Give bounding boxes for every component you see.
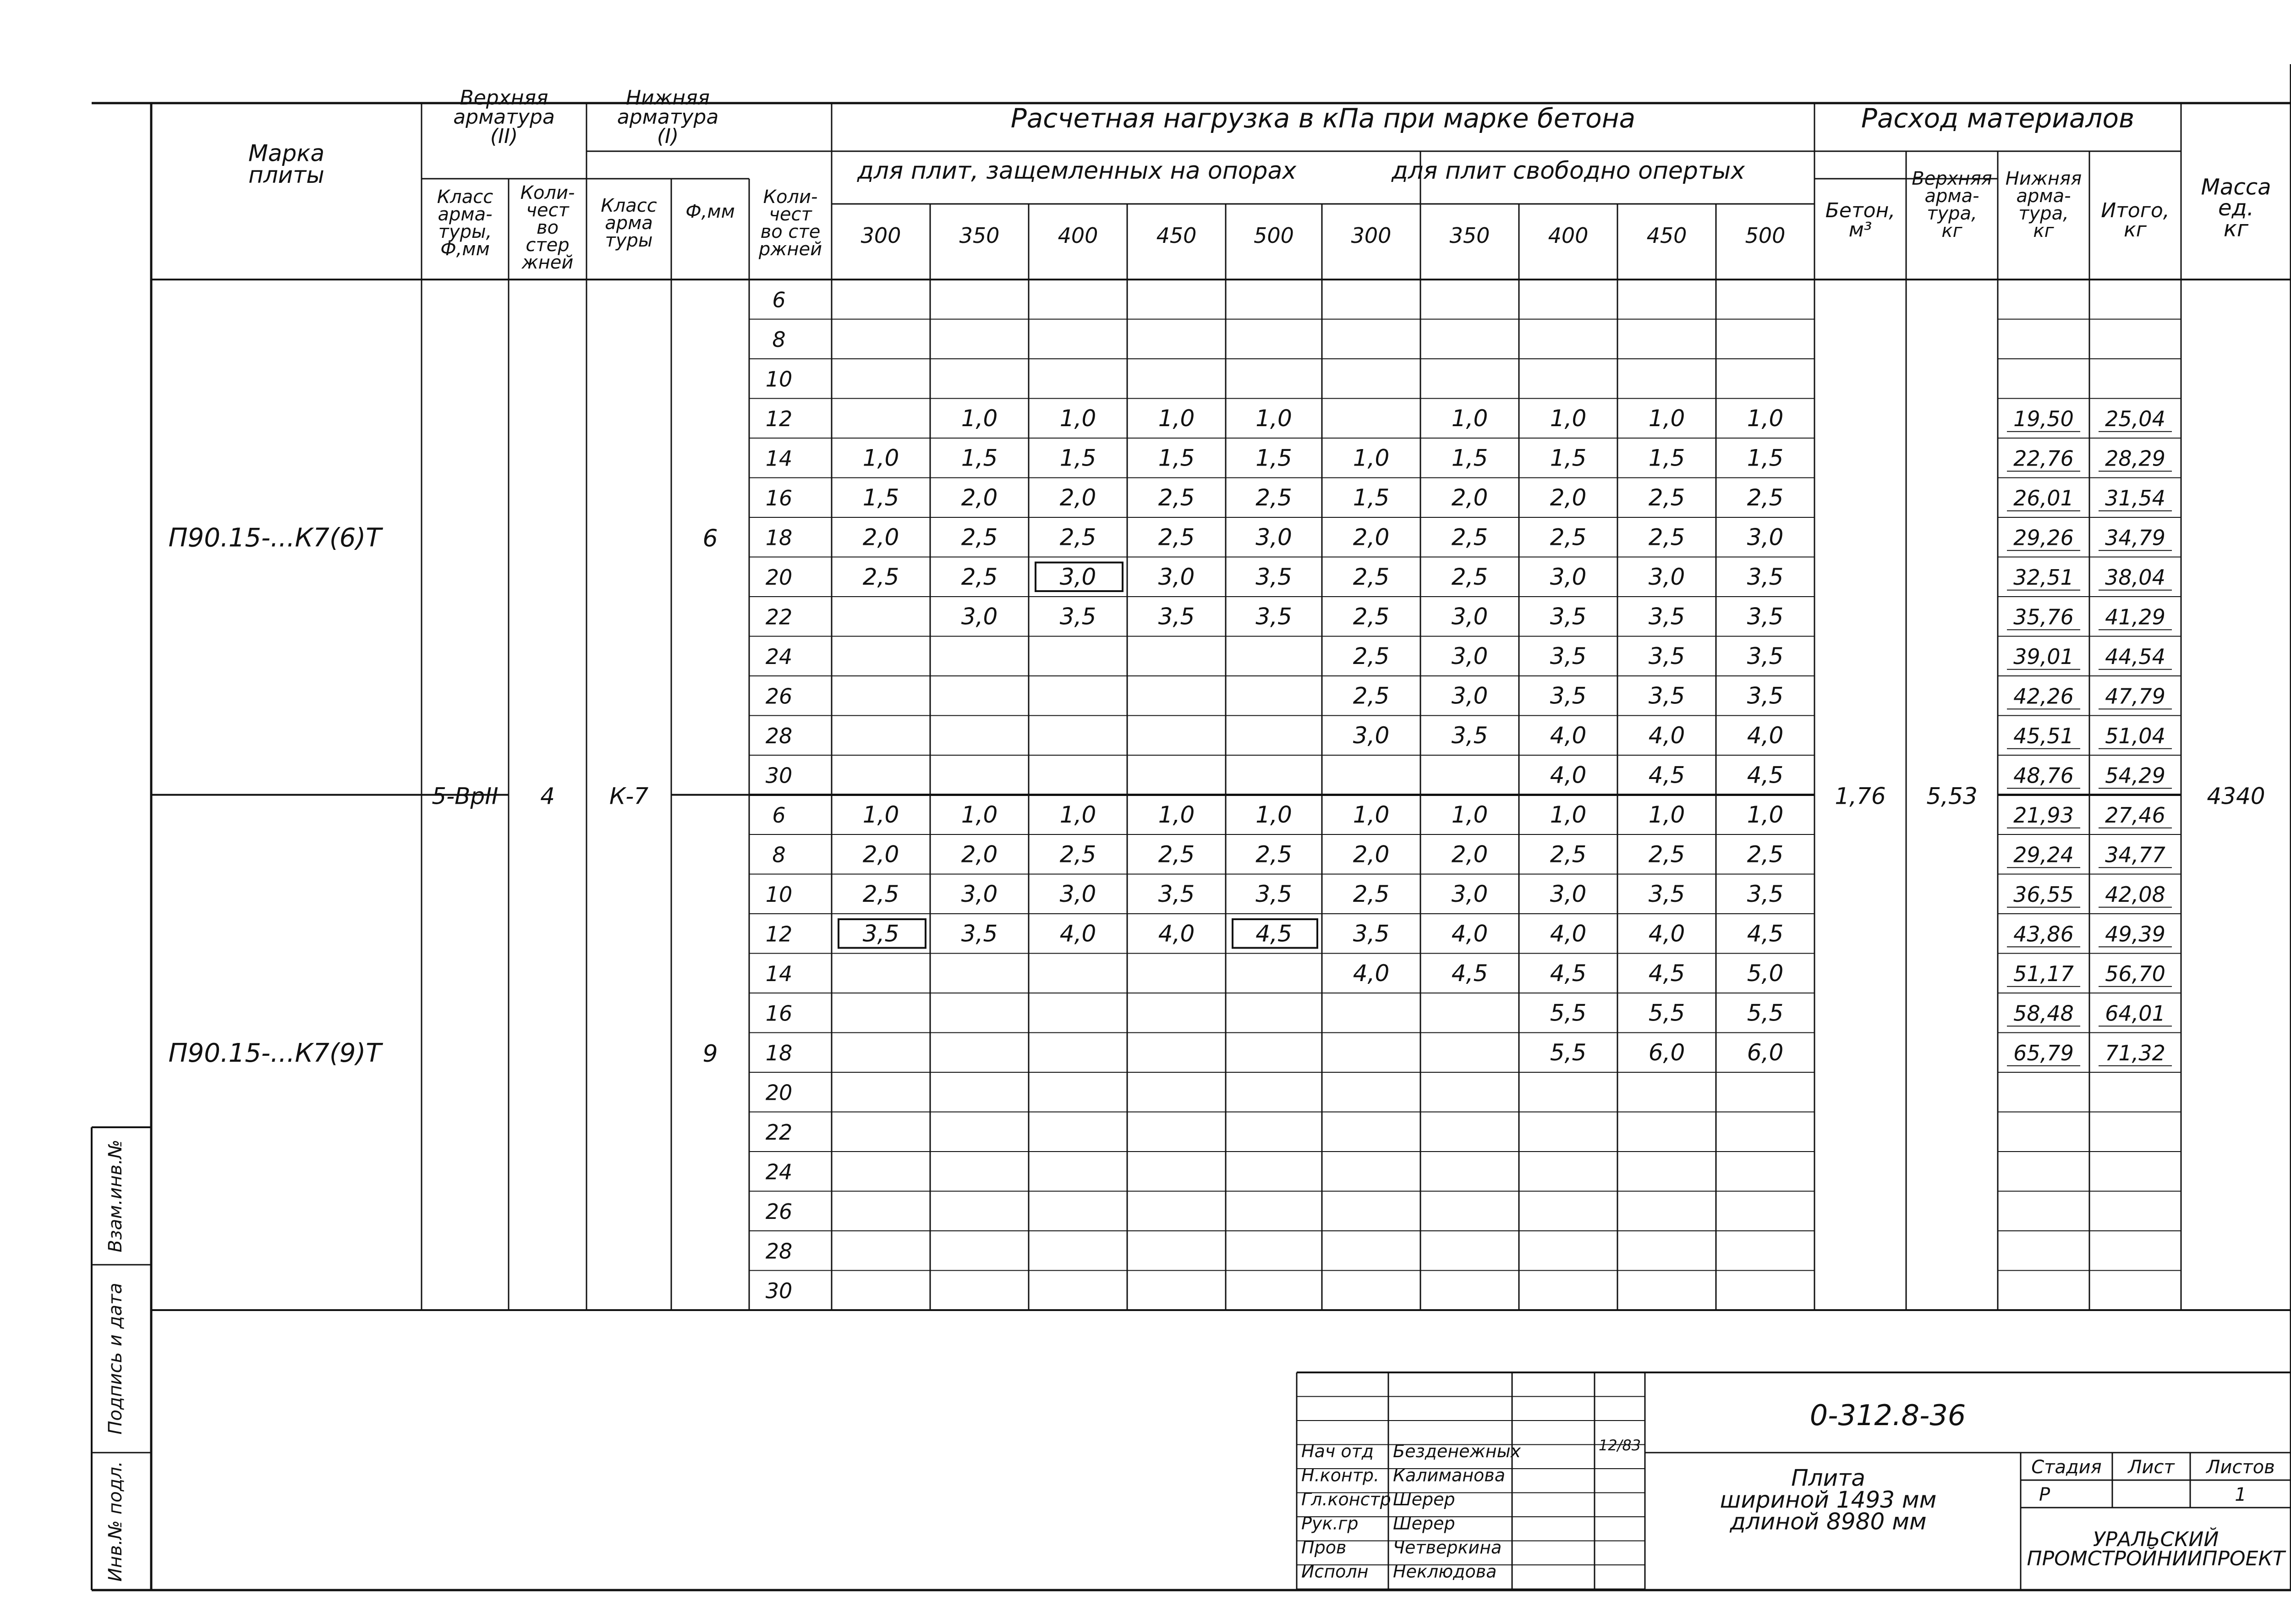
- load-clamped: 3,0: [1059, 563, 1096, 590]
- load-clamped: 2,5: [1059, 524, 1096, 551]
- load-free: 5,5: [1747, 999, 1784, 1026]
- bar-count: 20: [765, 1080, 793, 1105]
- col-bottom-steel: Нижняя арма-тура, кг: [2005, 168, 2082, 241]
- load-free: 4,0: [1648, 722, 1685, 749]
- load-clamped: 3,0: [1255, 524, 1292, 551]
- load-free: 4,5: [1550, 960, 1587, 987]
- tb-role: Н.контр.: [1301, 1465, 1380, 1486]
- load-clamped: 1,0: [961, 405, 998, 432]
- load-clamped: 3,5: [1158, 603, 1195, 630]
- grade-free: 450: [1646, 223, 1687, 248]
- load-free: 5,0: [1747, 960, 1784, 987]
- load-free: 1,0: [1451, 801, 1488, 828]
- side-stamp-inv: Инв.№ подл.: [105, 1461, 126, 1582]
- drawing-code: 0-312.8-36: [1809, 1399, 1966, 1432]
- load-clamped: 1,5: [961, 444, 998, 472]
- load-free: 6,0: [1747, 1039, 1784, 1066]
- bottom-steel-value: 58,48: [2013, 1001, 2074, 1026]
- load-free: 4,5: [1451, 960, 1488, 987]
- load-clamped: 2,5: [1255, 841, 1292, 868]
- bar-count: 30: [765, 763, 793, 788]
- load-free: 2,0: [1353, 841, 1390, 868]
- load-clamped: 2,5: [1059, 841, 1096, 868]
- load-free: 1,0: [1648, 801, 1685, 828]
- load-free: 2,5: [1451, 563, 1488, 590]
- load-free: 3,0: [1550, 880, 1587, 907]
- load-free: 2,5: [1353, 642, 1390, 669]
- grade-free: 500: [1745, 223, 1786, 248]
- load-clamped: 1,0: [1158, 801, 1195, 828]
- load-clamped: 1,0: [862, 444, 899, 472]
- grade-clamped: 400: [1058, 223, 1098, 248]
- bar-count: 22: [765, 604, 793, 630]
- load-clamped: 1,0: [1059, 801, 1096, 828]
- bar-count: 10: [765, 367, 793, 392]
- load-free: 1,5: [1451, 444, 1488, 472]
- bar-count: 12: [765, 406, 793, 431]
- load-clamped: 1,0: [1158, 405, 1195, 432]
- load-clamped: 4,0: [1158, 920, 1195, 947]
- load-free: 2,5: [1353, 880, 1390, 907]
- load-free: 2,0: [1550, 484, 1587, 511]
- top-reinf-header: Верхняя арматура (II): [453, 86, 555, 148]
- bar-count: 16: [765, 485, 793, 510]
- tb-sheets: 1: [2235, 1484, 2247, 1505]
- bottom-steel-value: 32,51: [2013, 565, 2074, 590]
- tb-name: Четверкина: [1393, 1537, 1502, 1558]
- load-free: 3,0: [1451, 880, 1488, 907]
- load-free: 5,5: [1648, 999, 1685, 1026]
- total-value: 41,29: [2105, 604, 2165, 630]
- concrete-value: 1,76: [1835, 783, 1886, 810]
- load-clamped: 2,0: [1059, 484, 1096, 511]
- bar-count: 14: [765, 446, 793, 471]
- load-clamped: 3,5: [1059, 603, 1096, 630]
- bar-count: 26: [765, 684, 793, 709]
- bar-count: 10: [765, 882, 793, 907]
- total-value: 54,29: [2105, 763, 2165, 788]
- bar-count: 18: [765, 525, 793, 550]
- load-free: 1,0: [1353, 801, 1390, 828]
- bottom-steel-value: 36,55: [2013, 882, 2074, 907]
- load-clamped: 1,5: [1059, 444, 1096, 472]
- total-value: 34,79: [2105, 525, 2165, 550]
- total-value: 49,39: [2105, 922, 2165, 947]
- bar-count: 24: [765, 1159, 793, 1185]
- load-free: 2,0: [1451, 841, 1488, 868]
- load-free: 3,5: [1550, 682, 1587, 709]
- bottom-diam: 9: [702, 1040, 718, 1068]
- load-free: 2,0: [1451, 484, 1488, 511]
- total-value: 27,46: [2105, 802, 2165, 828]
- bar-count: 16: [765, 1001, 793, 1026]
- col-top-steel: Верхняя арма-тура, кг: [1912, 168, 1992, 241]
- grade-clamped: 450: [1156, 223, 1197, 248]
- load-free: 1,0: [1353, 444, 1390, 472]
- load-free: 3,5: [1648, 603, 1685, 630]
- load-free: 3,5: [1451, 722, 1488, 749]
- tb-role: Пров: [1301, 1537, 1347, 1558]
- bar-count: 6: [772, 287, 786, 313]
- load-clamped: 3,0: [961, 880, 998, 907]
- load-free: 1,0: [1747, 405, 1784, 432]
- load-free: 2,5: [1451, 524, 1488, 551]
- bottom-steel-value: 51,17: [2013, 961, 2074, 986]
- load-clamped: 3,5: [1255, 880, 1292, 907]
- load-title: Расчетная нагрузка в кПа при марке бетона: [1010, 103, 1636, 134]
- load-clamped: 3,5: [862, 920, 899, 947]
- total-value: 51,04: [2105, 723, 2165, 748]
- load-clamped: 2,5: [862, 880, 899, 907]
- load-free: 2,5: [1353, 563, 1390, 590]
- bottom-steel-value: 39,01: [2013, 644, 2074, 669]
- tb-role: Исполн: [1301, 1561, 1369, 1582]
- load-free: 3,5: [1747, 642, 1784, 669]
- total-value: 71,32: [2105, 1040, 2165, 1065]
- total-value: 38,04: [2105, 565, 2165, 590]
- grade-free: 300: [1351, 223, 1392, 248]
- clamped-header: для плит, защемленных на опорах: [857, 157, 1297, 185]
- load-clamped: 3,5: [1158, 880, 1195, 907]
- load-free: 2,5: [1648, 841, 1685, 868]
- col-count-top: Коли-чест во стер жней: [520, 182, 575, 273]
- load-free: 3,5: [1747, 682, 1784, 709]
- mass-value: 4340: [2207, 783, 2265, 810]
- load-free: 3,5: [1353, 920, 1390, 947]
- bar-count: 18: [765, 1040, 793, 1065]
- load-free: 1,0: [1747, 801, 1784, 828]
- tb-date: 12/83: [1598, 1437, 1641, 1454]
- bar-count: 14: [765, 961, 793, 986]
- load-free: 1,5: [1353, 484, 1390, 511]
- load-clamped: 1,0: [1255, 405, 1292, 432]
- load-free: 3,5: [1648, 682, 1685, 709]
- col-diam: Ф,мм: [685, 201, 735, 222]
- grade-clamped: 350: [959, 223, 1000, 248]
- load-free: 3,5: [1550, 642, 1587, 669]
- tb-name: Шерер: [1393, 1489, 1455, 1509]
- tb-title: Плита шириной 1493 мм длиной 8980 мм: [1720, 1465, 1937, 1535]
- load-free: 3,5: [1648, 880, 1685, 907]
- load-free: 2,0: [1353, 524, 1390, 551]
- total-value: 64,01: [2105, 1001, 2165, 1026]
- load-clamped: 1,0: [862, 801, 899, 828]
- load-clamped: 2,0: [862, 524, 899, 551]
- load-free: 1,5: [1747, 444, 1784, 472]
- load-free: 4,0: [1451, 920, 1488, 947]
- free-header: для плит свободно опертых: [1391, 157, 1745, 185]
- load-free: 2,5: [1550, 524, 1587, 551]
- load-clamped: 2,5: [1158, 484, 1195, 511]
- total-value: 25,04: [2105, 406, 2165, 431]
- materials-header: Расход материалов: [1861, 103, 2135, 134]
- total-value: 28,29: [2105, 446, 2165, 471]
- side-stamp-sign: Подпись и дата: [105, 1283, 126, 1435]
- bottom-diam: 6: [702, 525, 718, 553]
- plate-mark: П90.15-...К7(9)Т: [168, 1038, 382, 1068]
- total-value: 47,79: [2105, 684, 2165, 709]
- load-free: 2,5: [1353, 682, 1390, 709]
- bottom-steel-value: 43,86: [2013, 922, 2074, 947]
- tb-name: Шерер: [1393, 1513, 1455, 1534]
- load-clamped: 1,5: [862, 484, 899, 511]
- load-free: 1,0: [1451, 405, 1488, 432]
- mass-header: Масса ед. кг: [2201, 174, 2271, 242]
- tb-name: Неклюдова: [1393, 1561, 1497, 1582]
- col-concrete: Бетон, м³: [1825, 199, 1896, 241]
- load-free: 3,5: [1648, 642, 1685, 669]
- load-free: 3,0: [1451, 682, 1488, 709]
- load-free: 3,0: [1451, 603, 1488, 630]
- col-total: Итого, кг: [2101, 199, 2170, 241]
- top-steel-value: 5,53: [1926, 783, 1978, 810]
- load-clamped: 3,0: [1158, 563, 1195, 590]
- bar-count: 8: [772, 327, 786, 352]
- table-text: [105, 86, 2286, 1581]
- tb-org: УРАЛЬСКИЙ ПРОМСТРОЙНИИПРОЕКТ: [2027, 1528, 2285, 1570]
- load-free: 2,5: [1747, 841, 1784, 868]
- load-free: 4,5: [1747, 920, 1784, 947]
- class-top: 5-ВрII: [432, 783, 499, 810]
- bar-count: 26: [765, 1199, 793, 1224]
- load-clamped: 2,5: [862, 563, 899, 590]
- load-clamped: 2,0: [961, 484, 998, 511]
- load-clamped: 2,0: [862, 841, 899, 868]
- load-free: 3,5: [1550, 603, 1587, 630]
- total-value: 42,08: [2105, 882, 2165, 907]
- load-clamped: 3,5: [961, 920, 998, 947]
- count-top: 4: [540, 783, 555, 810]
- load-free: 2,5: [1648, 524, 1685, 551]
- bottom-steel-value: 29,26: [2013, 525, 2074, 550]
- load-clamped: 1,5: [1158, 444, 1195, 472]
- load-clamped: 1,0: [1059, 405, 1096, 432]
- col-class-bot: Класс арма туры: [601, 195, 657, 251]
- bottom-steel-value: 29,24: [2013, 842, 2074, 867]
- load-free: 3,0: [1550, 563, 1587, 590]
- load-free: 3,5: [1747, 880, 1784, 907]
- grade-free: 350: [1449, 223, 1490, 248]
- load-free: 2,5: [1353, 603, 1390, 630]
- load-free: 1,0: [1550, 405, 1587, 432]
- bar-count: 8: [772, 842, 786, 867]
- total-value: 56,70: [2105, 961, 2165, 986]
- load-free: 1,0: [1648, 405, 1685, 432]
- bottom-steel-value: 22,76: [2013, 446, 2074, 471]
- tb-role: Гл.констр: [1301, 1489, 1391, 1509]
- bottom-steel-value: 19,50: [2013, 406, 2074, 431]
- load-free: 4,0: [1550, 920, 1587, 947]
- bottom-reinf-header: Нижняя арматура (I): [617, 86, 719, 148]
- load-free: 2,5: [1648, 484, 1685, 511]
- tb-name: Безденежных: [1393, 1441, 1521, 1461]
- load-clamped: 3,5: [1255, 563, 1292, 590]
- bottom-steel-value: 21,93: [2013, 802, 2074, 828]
- load-free: 3,0: [1747, 524, 1784, 551]
- bottom-steel-value: 45,51: [2013, 723, 2074, 748]
- col-class-top: Класс арма-туры, Ф,мм: [437, 187, 493, 260]
- bottom-steel-value: 42,26: [2013, 684, 2074, 709]
- load-free: 3,5: [1747, 603, 1784, 630]
- load-clamped: 2,5: [1158, 524, 1195, 551]
- bar-count: 30: [765, 1278, 793, 1303]
- col-count-bot: Коли-чест во сте ржней: [758, 187, 822, 260]
- load-clamped: 2,5: [1158, 841, 1195, 868]
- load-clamped: 1,0: [1255, 801, 1292, 828]
- load-free: 4,0: [1353, 960, 1390, 987]
- load-clamped: 2,5: [961, 563, 998, 590]
- load-clamped: 4,0: [1059, 920, 1096, 947]
- bar-count: 20: [765, 565, 793, 590]
- plate-mark: П90.15-...К7(6)Т: [168, 523, 382, 553]
- load-free: 2,5: [1550, 841, 1587, 868]
- bottom-steel-value: 26,01: [2013, 485, 2074, 510]
- tb-sheet-label: Лист: [2128, 1457, 2175, 1478]
- load-free: 1,5: [1648, 444, 1685, 472]
- load-free: 4,0: [1648, 920, 1685, 947]
- bar-count: 6: [772, 802, 786, 828]
- bar-count: 12: [765, 922, 793, 947]
- class-bot: К-7: [609, 783, 649, 810]
- grade-clamped: 500: [1254, 223, 1294, 248]
- tb-role: Рук.гр: [1301, 1513, 1359, 1534]
- load-clamped: 3,0: [961, 603, 998, 630]
- load-free: 5,5: [1550, 1039, 1587, 1066]
- load-free: 1,5: [1550, 444, 1587, 472]
- load-clamped: 1,5: [1255, 444, 1292, 472]
- grade-free: 400: [1548, 223, 1589, 248]
- load-clamped: 4,5: [1255, 920, 1292, 947]
- load-free: 3,0: [1353, 722, 1390, 749]
- load-clamped: 3,5: [1255, 603, 1292, 630]
- load-free: 3,0: [1451, 642, 1488, 669]
- load-free: 1,0: [1550, 801, 1587, 828]
- load-free: 5,5: [1550, 999, 1587, 1026]
- load-clamped: 2,5: [1255, 484, 1292, 511]
- total-value: 34,77: [2105, 842, 2165, 867]
- load-clamped: 2,0: [961, 841, 998, 868]
- total-value: 44,54: [2105, 644, 2165, 669]
- load-free: 3,0: [1648, 563, 1685, 590]
- load-clamped: 2,5: [961, 524, 998, 551]
- load-free: 4,5: [1747, 762, 1784, 789]
- load-free: 4,0: [1550, 762, 1587, 789]
- load-clamped: 3,0: [1059, 880, 1096, 907]
- side-stamp-replace: Взам.инв.№: [105, 1139, 126, 1253]
- tb-stage: Р: [2039, 1484, 2050, 1505]
- total-value: 31,54: [2105, 485, 2165, 510]
- load-free: 6,0: [1648, 1039, 1685, 1066]
- tb-role: Нач отд: [1301, 1441, 1374, 1461]
- marka-header: Марка плиты: [248, 140, 325, 188]
- load-free: 4,0: [1550, 722, 1587, 749]
- bottom-steel-value: 48,76: [2013, 763, 2074, 788]
- bar-count: 22: [765, 1119, 793, 1145]
- tb-sheets-label: Листов: [2206, 1457, 2275, 1478]
- bar-count: 24: [765, 644, 793, 669]
- bar-count: 28: [765, 1239, 793, 1264]
- load-free: 2,5: [1747, 484, 1784, 511]
- bottom-steel-value: 65,79: [2013, 1040, 2074, 1065]
- load-free: 4,5: [1648, 960, 1685, 987]
- tb-stage-label: Стадия: [2031, 1457, 2102, 1478]
- load-free: 4,0: [1747, 722, 1784, 749]
- bar-count: 28: [765, 723, 793, 748]
- grade-clamped: 300: [860, 223, 901, 248]
- bottom-steel-value: 35,76: [2013, 604, 2074, 630]
- tb-name: Калиманова: [1393, 1465, 1505, 1486]
- load-free: 4,5: [1648, 762, 1685, 789]
- load-free: 3,5: [1747, 563, 1784, 590]
- load-clamped: 1,0: [961, 801, 998, 828]
